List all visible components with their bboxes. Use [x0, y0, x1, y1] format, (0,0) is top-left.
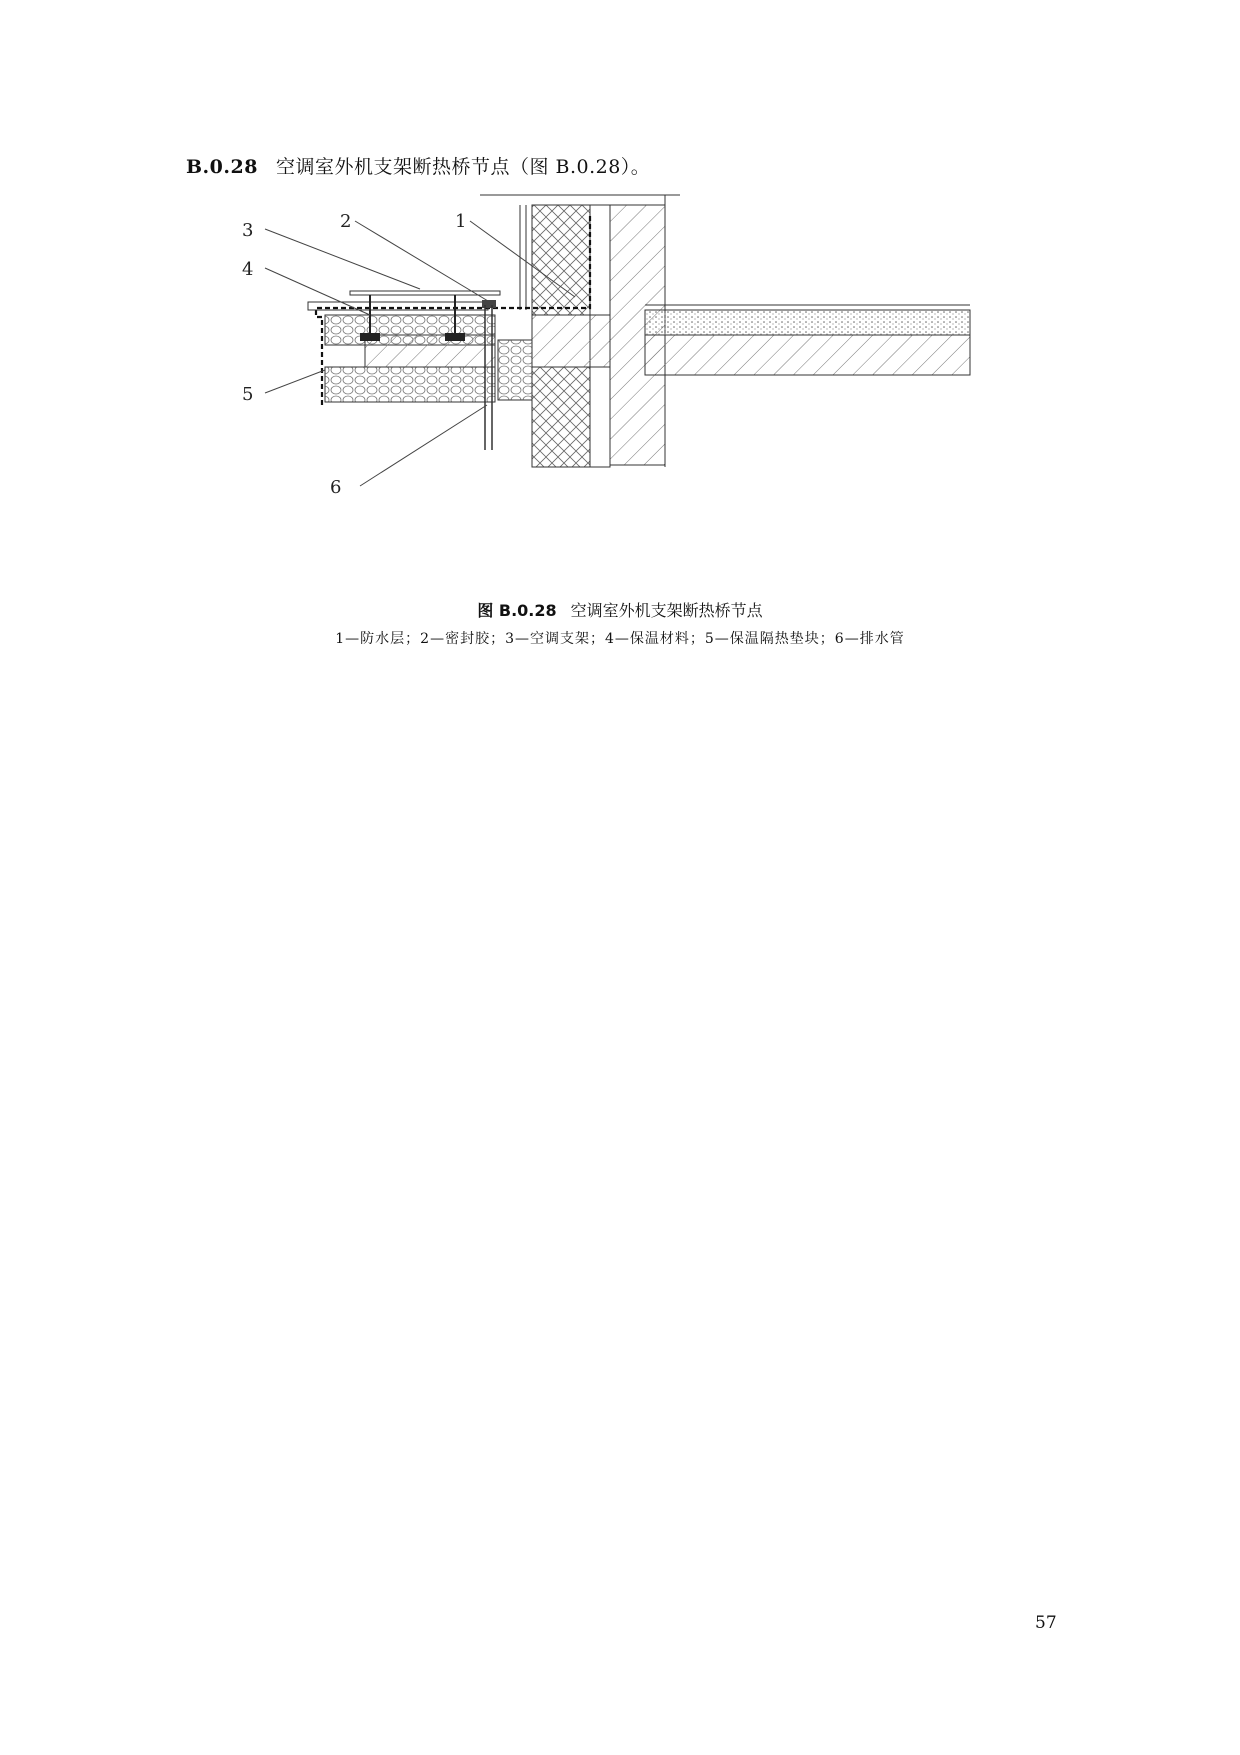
wall-insulation — [532, 205, 590, 315]
label-3: 3 — [242, 220, 254, 241]
label-5: 5 — [242, 384, 254, 405]
figure-legend: 1—防水层；2—密封胶；3—空调支架；4—保温材料；5—保温隔热垫块；6—排水管 — [335, 631, 905, 647]
platform-insulation-bottom — [325, 367, 495, 402]
section-detail-drawing — [242, 205, 980, 565]
label-2: 2 — [340, 211, 352, 232]
clause-text: 空调室外机支架断热桥节点（图 B.0.28）。 — [275, 156, 651, 178]
label-1: 1 — [455, 211, 467, 232]
clause-number: B.0.28 — [186, 156, 258, 178]
label-6: 6 — [330, 477, 342, 498]
page-number: 57 — [1035, 1613, 1057, 1633]
platform-slab — [365, 335, 495, 367]
floor-screed — [645, 310, 970, 335]
clause-heading — [186, 152, 650, 179]
floor-slab — [645, 335, 970, 375]
figure-number: 图 B.0.28 — [477, 601, 557, 620]
figure-caption — [0, 598, 1240, 621]
label-4: 4 — [242, 259, 254, 280]
figure-title: 空调室外机支架断热桥节点 — [570, 601, 763, 620]
